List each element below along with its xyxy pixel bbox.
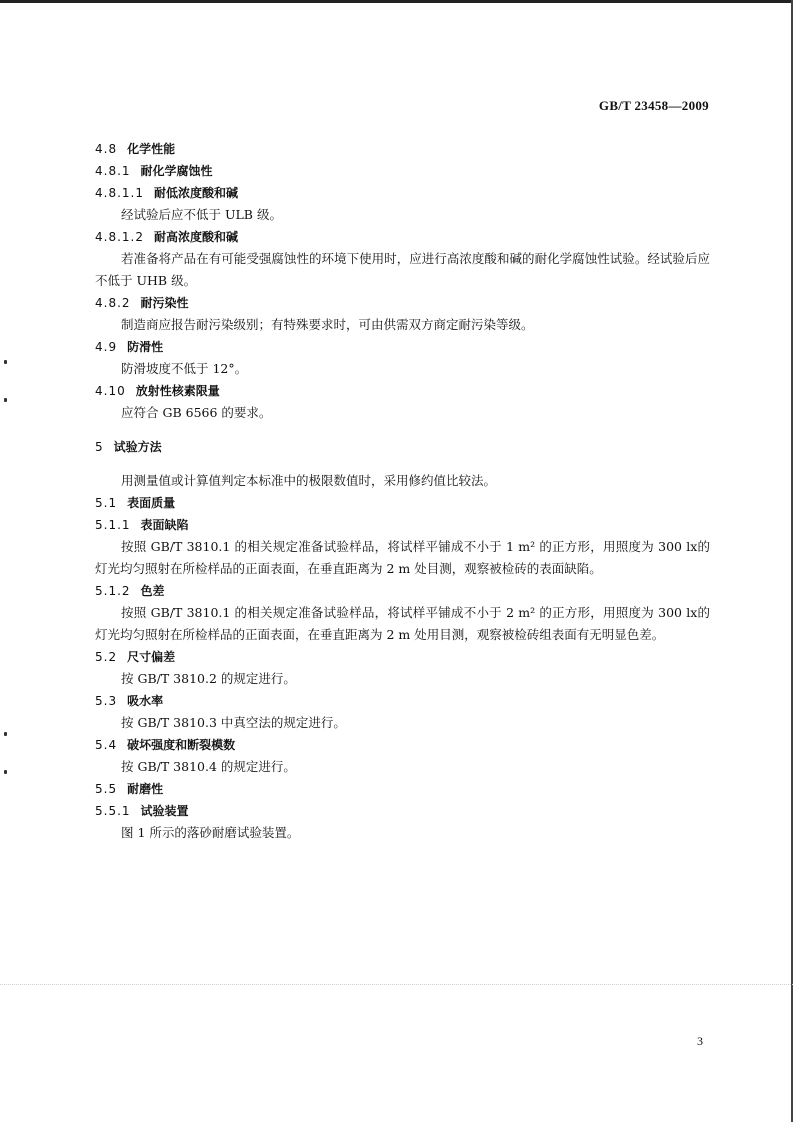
paragraph: 按照 GB/T 3810.1 的相关规定准备试验样品，将试样平铺成不小于 2 m² 的正方形，用照度为 300 lx的灯光均匀照射在所检样品的正面表面，在垂直距离为 2 m 处用目测，观察被检砖组表面有无明显色差。 bbox=[95, 605, 710, 642]
section-heading bbox=[95, 292, 710, 314]
section-title: 色差 bbox=[140, 584, 165, 598]
section-number: 5 bbox=[95, 440, 104, 454]
section-number: 4.8.2 bbox=[95, 296, 131, 310]
section-number: 5.4 bbox=[95, 738, 118, 752]
scan-dotted-rule bbox=[0, 984, 793, 985]
section-title: 化学性能 bbox=[127, 142, 176, 156]
section-heading bbox=[95, 336, 710, 358]
section-heading bbox=[95, 800, 710, 822]
paragraph: 按 GB/T 3810.2 的规定进行。 bbox=[121, 671, 296, 686]
section-number: 4.8.1.1 bbox=[95, 186, 144, 200]
section-title: 表面质量 bbox=[127, 496, 176, 510]
section-number: 5.5.1 bbox=[95, 804, 131, 818]
section-heading bbox=[95, 492, 710, 514]
section-number: 4.8.1.2 bbox=[95, 230, 144, 244]
section-number: 5.2 bbox=[95, 650, 118, 664]
section-number: 5.3 bbox=[95, 694, 118, 708]
section-title: 耐污染性 bbox=[140, 296, 189, 310]
section-title: 试验装置 bbox=[140, 804, 189, 818]
section-number: 5.1.2 bbox=[95, 584, 131, 598]
section-title: 耐化学腐蚀性 bbox=[140, 164, 213, 178]
section-heading bbox=[95, 514, 710, 536]
section-title: 防滑性 bbox=[127, 340, 164, 354]
section-heading bbox=[95, 226, 710, 248]
section-heading bbox=[95, 436, 710, 458]
section-heading bbox=[95, 380, 710, 402]
section-number: 4.8 bbox=[95, 142, 118, 156]
paragraph: 按 GB/T 3810.3 中真空法的规定进行。 bbox=[121, 715, 346, 730]
section-title: 尺寸偏差 bbox=[127, 650, 176, 664]
section-number: 4.8.1 bbox=[95, 164, 131, 178]
section-title: 耐高浓度酸和碱 bbox=[153, 230, 238, 244]
section-title: 耐低浓度酸和碱 bbox=[153, 186, 238, 200]
section-title: 吸水率 bbox=[127, 694, 164, 708]
section-title: 放射性核素限量 bbox=[135, 384, 220, 398]
section-heading bbox=[95, 182, 710, 204]
section-heading bbox=[95, 646, 710, 668]
section-heading bbox=[95, 734, 710, 756]
section-number: 5.1 bbox=[95, 496, 118, 510]
paragraph: 用测量值或计算值判定本标准中的极限数值时，采用修约值比较法。 bbox=[121, 473, 497, 488]
section-heading bbox=[95, 690, 710, 712]
scan-mark bbox=[4, 770, 7, 774]
scan-mark bbox=[4, 398, 7, 402]
paragraph: 按 GB/T 3810.4 的规定进行。 bbox=[121, 759, 296, 774]
section-number: 5.1.1 bbox=[95, 518, 131, 532]
section-number: 5.5 bbox=[95, 782, 118, 796]
paragraph: 制造商应报告耐污染级别；有特殊要求时，可由供需双方商定耐污染等级。 bbox=[121, 317, 534, 332]
scan-mark bbox=[4, 360, 7, 364]
section-number: 4.9 bbox=[95, 340, 118, 354]
page-number: 3 bbox=[697, 1034, 703, 1048]
standard-code: GB/T 23458—2009 bbox=[598, 98, 709, 113]
section-heading bbox=[95, 160, 710, 182]
paragraph: 应符合 GB 6566 的要求。 bbox=[121, 405, 272, 420]
section-number: 4.10 bbox=[95, 384, 126, 398]
section-heading bbox=[95, 138, 710, 160]
section-heading bbox=[95, 778, 710, 800]
document-body bbox=[95, 138, 710, 844]
section-title: 破坏强度和断裂模数 bbox=[127, 738, 236, 752]
paragraph: 经试验后应不低于 ULB 级。 bbox=[121, 207, 282, 222]
section-title: 表面缺陷 bbox=[140, 518, 189, 532]
paragraph: 按照 GB/T 3810.1 的相关规定准备试验样品，将试样平铺成不小于 1 m² 的正方形，用照度为 300 lx的灯光均匀照射在所检样品的正面表面，在垂直距离为 2 m 处目测，观察被检砖的表面缺陷。 bbox=[95, 539, 710, 576]
section-heading bbox=[95, 580, 710, 602]
scan-top-edge bbox=[0, 0, 793, 3]
paragraph: 防滑坡度不低于 12°。 bbox=[121, 361, 248, 376]
section-title: 试验方法 bbox=[113, 440, 162, 454]
scan-mark bbox=[4, 732, 7, 736]
section-title: 耐磨性 bbox=[127, 782, 164, 796]
paragraph: 若准备将产品在有可能受强腐蚀性的环境下使用时，应进行高浓度酸和碱的耐化学腐蚀性试验。经试验后应不低于 UHB 级。 bbox=[95, 251, 710, 288]
paragraph: 图 1 所示的落砂耐磨试验装置。 bbox=[121, 825, 300, 840]
